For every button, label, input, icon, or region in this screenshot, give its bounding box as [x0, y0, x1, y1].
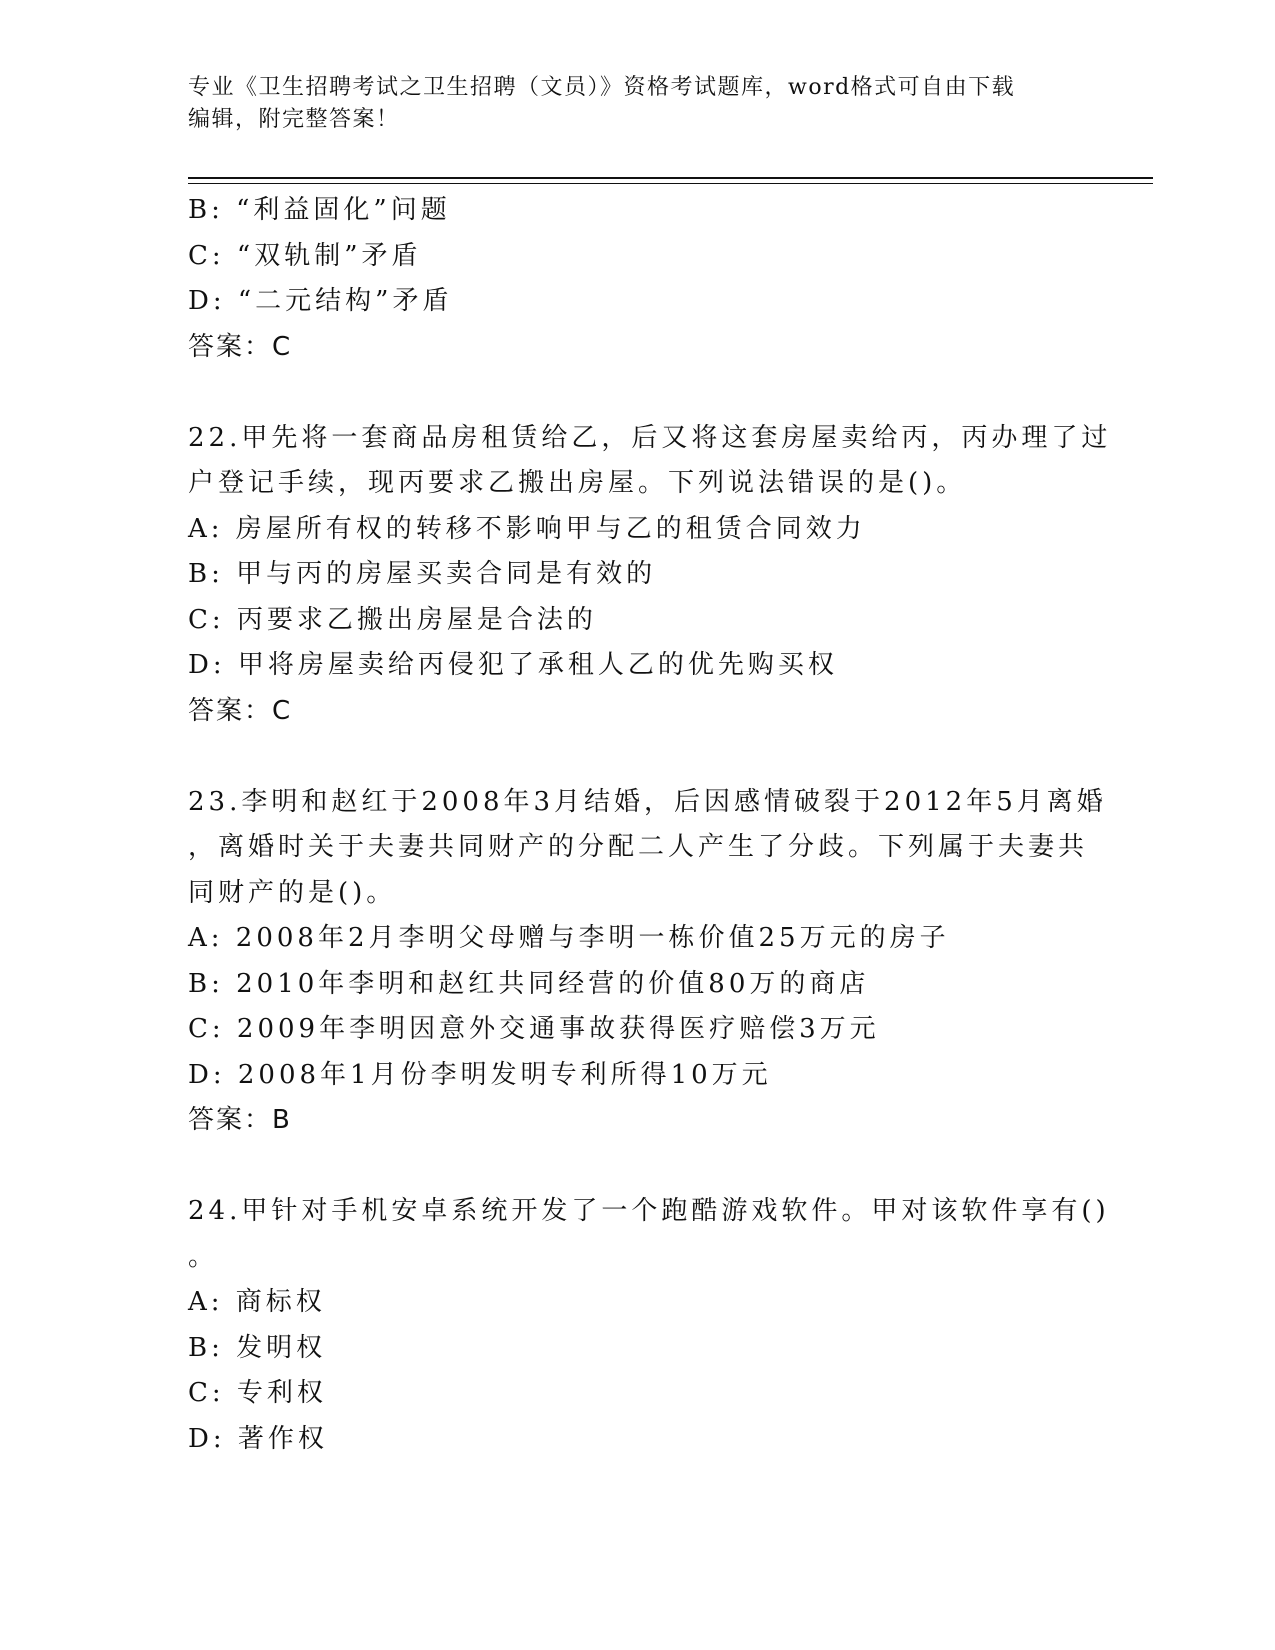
option-c: C: 专利权	[188, 1378, 327, 1408]
option-a: A: 2008年2月李明父母赠与李明一栋价值25万元的房子	[188, 923, 950, 953]
option-b: B: 甲与丙的房屋买卖合同是有效的	[188, 559, 657, 589]
question-text-line: 。	[188, 1241, 219, 1272]
spacer	[188, 370, 1088, 416]
option-d: D: “二元结构”矛盾	[188, 286, 453, 316]
answer: 答案：C	[188, 331, 293, 362]
question-text-line: 22.甲先将一套商品房租赁给乙，后又将这套房屋卖给丙，丙办理了过	[188, 422, 1112, 453]
header-line-2: 编辑，附完整答案！	[188, 107, 400, 132]
question-text-line: ，离婚时关于夫妻共同财产的分配二人产生了分歧。下列属于夫妻共	[188, 832, 1089, 862]
option-b: B: 发明权	[188, 1332, 327, 1363]
option-a: A: 房屋所有权的转移不影响甲与乙的租赁合同效力	[188, 513, 866, 544]
option-c: C: 2009年李明因意外交通事故获得医疗赔偿3万元	[188, 1014, 880, 1044]
option-d: D: 2008年1月份李明发明专利所得10万元	[188, 1059, 772, 1090]
spacer	[188, 734, 1088, 780]
header-line-1: 专业《卫生招聘考试之卫生招聘（文员）》资格考试题库，word格式可自由下载	[188, 75, 1016, 100]
question-text-line: 同财产的是()。	[188, 877, 397, 908]
prev-question	[188, 188, 1088, 370]
option-c: C: 丙要求乙搬出房屋是合法的	[188, 604, 597, 635]
answer: 答案：C	[188, 695, 293, 726]
document-header	[188, 72, 1068, 136]
question-23	[188, 780, 1107, 1144]
question-24	[188, 1189, 1110, 1462]
option-a: A: 商标权	[188, 1287, 326, 1317]
question-content	[188, 188, 1112, 1462]
question-22	[188, 416, 1112, 735]
question-text-line: 24.甲针对手机安卓系统开发了一个跑酷游戏软件。甲对该软件享有()	[188, 1196, 1110, 1226]
header-rule-thick	[188, 177, 1153, 179]
option-d: D: 甲将房屋卖给丙侵犯了承租人乙的优先购买权	[188, 650, 838, 680]
option-d: D: 著作权	[188, 1423, 328, 1454]
spacer	[188, 1144, 1088, 1190]
option-b: B: “利益固化”问题	[188, 195, 451, 225]
question-text-line: 23.李明和赵红于2008年3月结婚，后因感情破裂于2012年5月离婚	[188, 786, 1107, 817]
header-rule-thin	[188, 183, 1153, 184]
question-text-line: 户登记手续，现丙要求乙搬出房屋。下列说法错误的是()。	[188, 468, 967, 498]
option-c: C: “双轨制”矛盾	[188, 240, 422, 271]
answer: 答案：B	[188, 1105, 292, 1135]
option-b: B: 2010年李明和赵红共同经营的价值80万的商店	[188, 968, 870, 999]
